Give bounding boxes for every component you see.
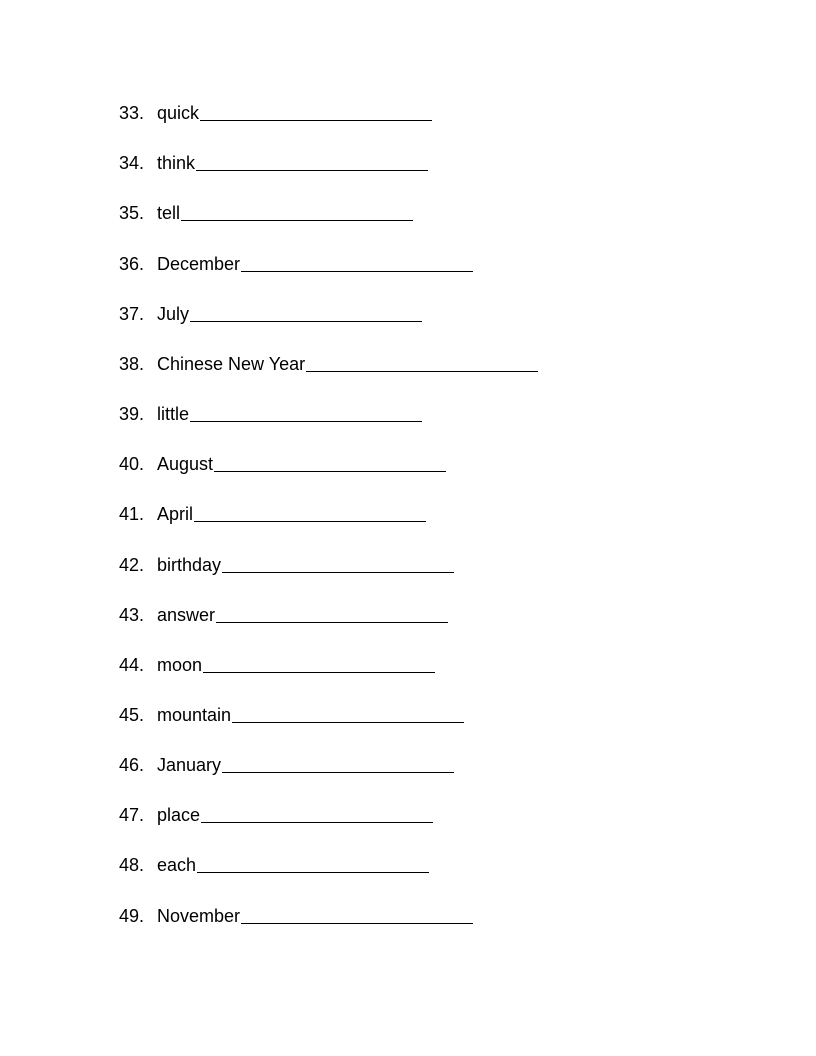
answer-blank[interactable] bbox=[222, 771, 454, 773]
question-item-38 bbox=[119, 351, 538, 377]
question-item-37 bbox=[119, 301, 422, 327]
answer-blank[interactable] bbox=[181, 219, 413, 221]
answer-blank[interactable] bbox=[203, 671, 435, 673]
question-item-43 bbox=[119, 602, 448, 628]
question-item-44 bbox=[119, 652, 435, 678]
question-number: 48. bbox=[119, 855, 145, 875]
answer-blank[interactable] bbox=[196, 169, 428, 171]
answer-blank[interactable] bbox=[241, 270, 473, 272]
question-number: 33. bbox=[119, 103, 145, 123]
question-item-47 bbox=[119, 802, 433, 828]
answer-blank[interactable] bbox=[306, 370, 538, 372]
question-number: 37. bbox=[119, 304, 145, 324]
question-word: quick bbox=[157, 103, 200, 123]
question-word: August bbox=[157, 454, 214, 474]
answer-blank[interactable] bbox=[214, 470, 446, 472]
question-number: 35. bbox=[119, 203, 145, 223]
question-number: 39. bbox=[119, 404, 145, 424]
question-item-45 bbox=[119, 702, 464, 728]
question-word: place bbox=[157, 805, 201, 825]
answer-blank[interactable] bbox=[194, 520, 426, 522]
question-item-35 bbox=[119, 200, 413, 226]
question-item-48 bbox=[119, 852, 429, 878]
question-number: 45. bbox=[119, 705, 145, 725]
question-item-34 bbox=[119, 150, 428, 176]
question-word: answer bbox=[157, 605, 216, 625]
answer-blank[interactable] bbox=[222, 571, 454, 573]
question-number: 43. bbox=[119, 605, 145, 625]
question-word: mountain bbox=[157, 705, 232, 725]
question-item-39 bbox=[119, 401, 422, 427]
question-item-46 bbox=[119, 752, 454, 778]
question-item-41 bbox=[119, 501, 426, 527]
question-word: November bbox=[157, 906, 241, 926]
answer-blank[interactable] bbox=[197, 871, 429, 873]
question-word: birthday bbox=[157, 555, 222, 575]
question-word: July bbox=[157, 304, 190, 324]
answer-blank[interactable] bbox=[201, 821, 433, 823]
question-word: each bbox=[157, 855, 197, 875]
question-number: 40. bbox=[119, 454, 145, 474]
question-word: December bbox=[157, 254, 241, 274]
question-number: 46. bbox=[119, 755, 145, 775]
question-word: April bbox=[157, 504, 194, 524]
question-number: 44. bbox=[119, 655, 145, 675]
question-word: little bbox=[157, 404, 190, 424]
question-word: tell bbox=[157, 203, 181, 223]
answer-blank[interactable] bbox=[200, 119, 432, 121]
question-number: 41. bbox=[119, 504, 145, 524]
question-number: 38. bbox=[119, 354, 145, 374]
question-item-33 bbox=[119, 100, 432, 126]
question-number: 34. bbox=[119, 153, 145, 173]
question-item-40 bbox=[119, 451, 446, 477]
question-word: January bbox=[157, 755, 222, 775]
answer-blank[interactable] bbox=[232, 721, 464, 723]
question-word: moon bbox=[157, 655, 203, 675]
answer-blank[interactable] bbox=[216, 621, 448, 623]
question-number: 36. bbox=[119, 254, 145, 274]
question-number: 42. bbox=[119, 555, 145, 575]
answer-blank[interactable] bbox=[190, 420, 422, 422]
answer-blank[interactable] bbox=[190, 320, 422, 322]
question-word: think bbox=[157, 153, 196, 173]
question-item-36 bbox=[119, 251, 473, 277]
question-word: Chinese New Year bbox=[157, 354, 306, 374]
question-item-49 bbox=[119, 903, 473, 929]
answer-blank[interactable] bbox=[241, 922, 473, 924]
question-number: 49. bbox=[119, 906, 145, 926]
question-item-42 bbox=[119, 552, 454, 578]
question-number: 47. bbox=[119, 805, 145, 825]
